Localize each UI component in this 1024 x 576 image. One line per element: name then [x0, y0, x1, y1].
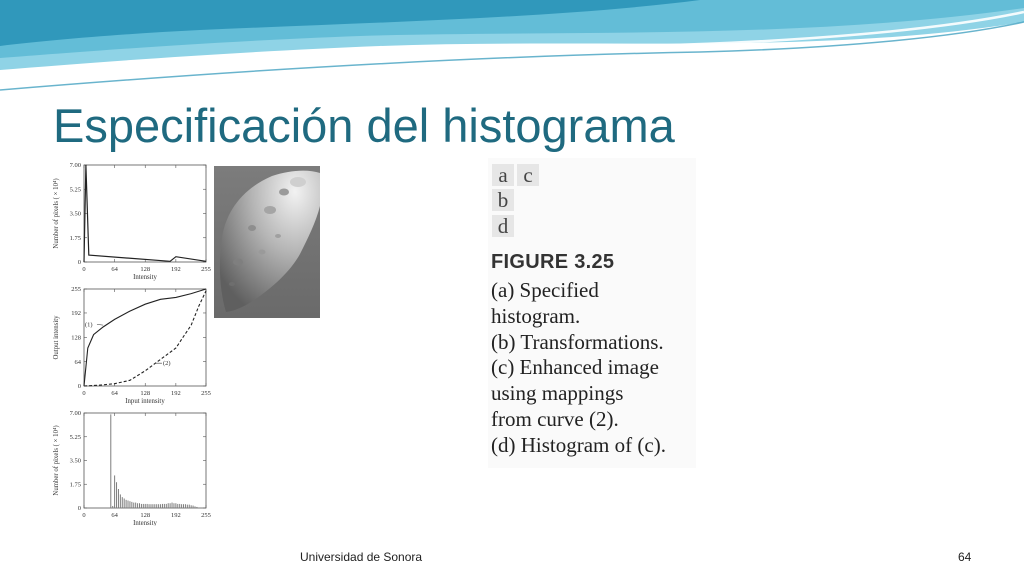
x-tick-label: 192: [170, 390, 181, 397]
y-tick-label: 0: [77, 259, 81, 267]
curve-1-pointer: [97, 324, 103, 325]
x-axis-label: Intensity: [133, 520, 157, 526]
figure-caption: [491, 278, 696, 459]
x-axis-label: Input intensity: [125, 398, 165, 405]
y-tick-label: 7.00: [69, 410, 81, 418]
y-tick-label: 3.50: [69, 210, 81, 218]
x-tick-label: 64: [111, 512, 118, 519]
plot-frame: [84, 413, 206, 508]
x-tick-label: 0: [82, 266, 86, 273]
x-tick-label: 0: [82, 512, 86, 519]
plot-frame: [84, 165, 206, 262]
x-tick-label: 255: [201, 512, 211, 519]
footer-institution: Universidad de Sonora: [300, 550, 423, 564]
y-axis-label: Number of pixels ( × 10⁴): [53, 178, 60, 249]
caption-line: (b) Transformations.: [491, 329, 664, 354]
figure-panel: [51, 158, 323, 526]
caption-line: histogram.: [491, 303, 581, 328]
x-tick-label: 64: [111, 266, 118, 273]
panel-letter-a: a: [492, 164, 514, 186]
panel-letter-b: b: [492, 189, 514, 211]
enhanced-moon-image: [214, 166, 320, 318]
curve-1-label: (1): [84, 321, 93, 329]
caption-line: (c) Enhanced image: [491, 355, 659, 380]
specified-histogram-line: [84, 165, 206, 262]
x-tick-label: 255: [201, 266, 211, 273]
figure-label: FIGURE 3.25: [491, 251, 615, 273]
plot-frame: [84, 289, 206, 386]
y-tick-label: 7.00: [69, 162, 81, 170]
y-tick-label: 192: [71, 310, 81, 318]
specified-histogram-plot: [51, 158, 213, 286]
y-tick-label: 64: [74, 358, 81, 366]
slide-title: Especificación del histograma: [53, 99, 675, 152]
x-tick-label: 0: [82, 390, 86, 397]
x-tick-label: 255: [201, 390, 211, 397]
x-tick-label: 64: [111, 390, 118, 397]
x-tick-label: 192: [170, 512, 181, 519]
transformations-plot: [51, 282, 213, 410]
y-axis-label: Number of pixels ( × 10⁴): [53, 425, 60, 496]
page-number: 64: [958, 550, 972, 564]
curve-2-label: (2): [162, 360, 171, 368]
y-axis-label: Output intensity: [53, 315, 60, 360]
panel-letter-d: d: [492, 215, 514, 237]
panel-letter-c: c: [517, 164, 539, 186]
x-tick-label: 128: [140, 266, 151, 273]
curve-1: [84, 289, 206, 386]
x-tick-label: 128: [140, 512, 151, 519]
caption-line: from curve (2).: [491, 406, 619, 431]
y-tick-label: 0: [77, 383, 81, 391]
x-tick-label: 128: [140, 390, 151, 397]
caption-line: using mappings: [491, 381, 624, 406]
enhanced-histogram-plot: [51, 406, 213, 526]
y-tick-label: 128: [71, 334, 81, 342]
y-tick-label: 1.75: [69, 234, 81, 242]
y-tick-label: 1.75: [69, 481, 81, 489]
x-tick-label: 192: [170, 266, 181, 273]
figure-caption-panel: [488, 158, 696, 468]
caption-line: (a) Specified: [491, 278, 599, 302]
header-wave-decoration: [0, 0, 1024, 100]
curve-2: [84, 291, 206, 386]
x-axis-label: Intensity: [133, 274, 157, 281]
y-tick-label: 3.50: [69, 457, 81, 465]
caption-line: (d) Histogram of (c).: [491, 432, 666, 457]
y-tick-label: 255: [71, 286, 81, 294]
y-tick-label: 5.25: [69, 433, 81, 441]
y-tick-label: 0: [77, 505, 81, 513]
y-tick-label: 5.25: [69, 186, 81, 194]
